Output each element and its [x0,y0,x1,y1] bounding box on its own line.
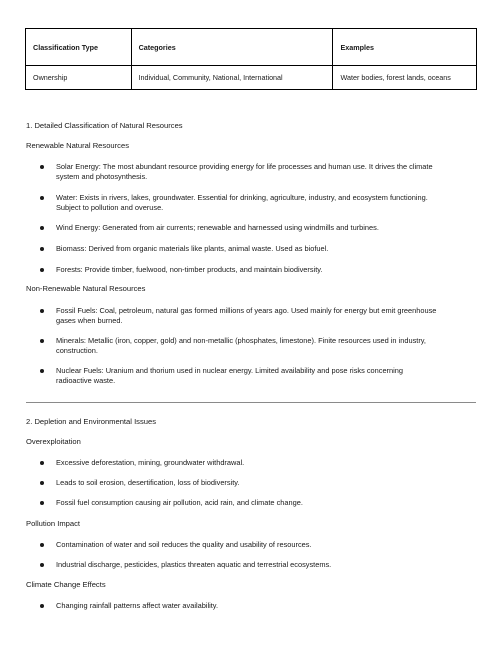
table-cell: Individual, Community, National, International [131,66,333,90]
list-item-text: Fossil fuel consumption causing air pollution, acid rain, and climate change. [56,498,303,507]
table-header-cell: Categories [131,29,333,66]
list-item-text: Minerals: Metallic (iron, copper, gold) and non-metallic (phosphates, limestone). Finite resources used in industry, [56,336,426,345]
section-2-heading: 2. Depletion and Environmental Issues [26,417,157,426]
section-divider [26,402,476,403]
list-item-text: gases when burned. [56,316,123,325]
list-item [0,223,476,244]
bullet-icon [40,309,44,313]
pollution-list [0,540,476,580]
bullet-icon [40,604,44,608]
bullet-icon [40,268,44,272]
bullet-icon [40,339,44,343]
list-item [0,601,476,621]
list-item-text: Wind Energy: Generated from air currents; renewable and harnessed using windmills and turbines. [56,223,379,232]
list-item [0,560,476,580]
climate-list [0,601,476,621]
list-item-text: Subject to pollution and overuse. [56,203,164,212]
list-item-text: Solar Energy: The most abundant resource providing energy for life processes and human use. It drives the climate [56,162,433,171]
list-item-text: Forests: Provide timber, fuelwood, non-timber products, and maintain biodiversity. [56,265,323,274]
bullet-icon [40,165,44,169]
bullet-icon [40,563,44,567]
bullet-icon [40,481,44,485]
list-item-text: Water: Exists in rivers, lakes, groundwater. Essential for drinking, agriculture, industry, and ecosystem functioning. [56,193,428,202]
table-cell: Ownership [26,66,132,90]
list-item-text: Biomass: Derived from organic materials like plants, animal waste. Used as biofuel. [56,244,329,253]
list-item [0,458,476,478]
bullet-icon [40,247,44,251]
table-header-row [26,29,477,66]
climate-heading: Climate Change Effects [26,580,106,589]
overexploitation-list [0,458,476,518]
renewable-heading: Renewable Natural Resources [26,141,129,150]
list-item-text: Excessive deforestation, mining, groundwater withdrawal. [56,458,245,467]
list-item-text: construction. [56,346,98,355]
bullet-icon [40,226,44,230]
list-item [0,366,476,396]
list-item [0,162,476,193]
renewable-list [0,162,476,286]
table-cell: Water bodies, forest lands, oceans [333,66,477,90]
bullet-icon [40,461,44,465]
section-1-heading: 1. Detailed Classification of Natural Resources [26,121,183,130]
list-item [0,540,476,560]
nonrenewable-heading: Non-Renewable Natural Resources [26,284,146,293]
bullet-icon [40,543,44,547]
list-item [0,306,476,336]
list-item-text: Leads to soil erosion, desertification, loss of biodiversity. [56,478,240,487]
list-item-text: Nuclear Fuels: Uranium and thorium used in nuclear energy. Limited availability and pose risks concerning [56,366,403,375]
list-item [0,478,476,498]
list-item-text: system and photosynthesis. [56,172,148,181]
list-item [0,336,476,366]
bullet-icon [40,369,44,373]
table-row [26,66,477,90]
list-item [0,244,476,265]
list-item-text: Industrial discharge, pesticides, plastics threaten aquatic and terrestrial ecosystems. [56,560,332,569]
bullet-icon [40,196,44,200]
nonrenewable-list [0,306,476,396]
classification-table [25,28,477,90]
table-header-cell: Examples [333,29,477,66]
list-item-text: Changing rainfall patterns affect water availability. [56,601,218,610]
table-header-cell: Classification Type [26,29,132,66]
list-item-text: Contamination of water and soil reduces the quality and usability of resources. [56,540,312,549]
list-item [0,265,476,286]
list-item-text: radioactive waste. [56,376,116,385]
list-item-text: Fossil Fuels: Coal, petroleum, natural gas formed millions of years ago. Used mainly for energy but emit greenhouse [56,306,437,315]
list-item [0,193,476,223]
list-item [0,498,476,518]
bullet-icon [40,501,44,505]
pollution-heading: Pollution Impact [26,519,81,528]
overexploitation-heading: Overexploitation [26,437,81,446]
